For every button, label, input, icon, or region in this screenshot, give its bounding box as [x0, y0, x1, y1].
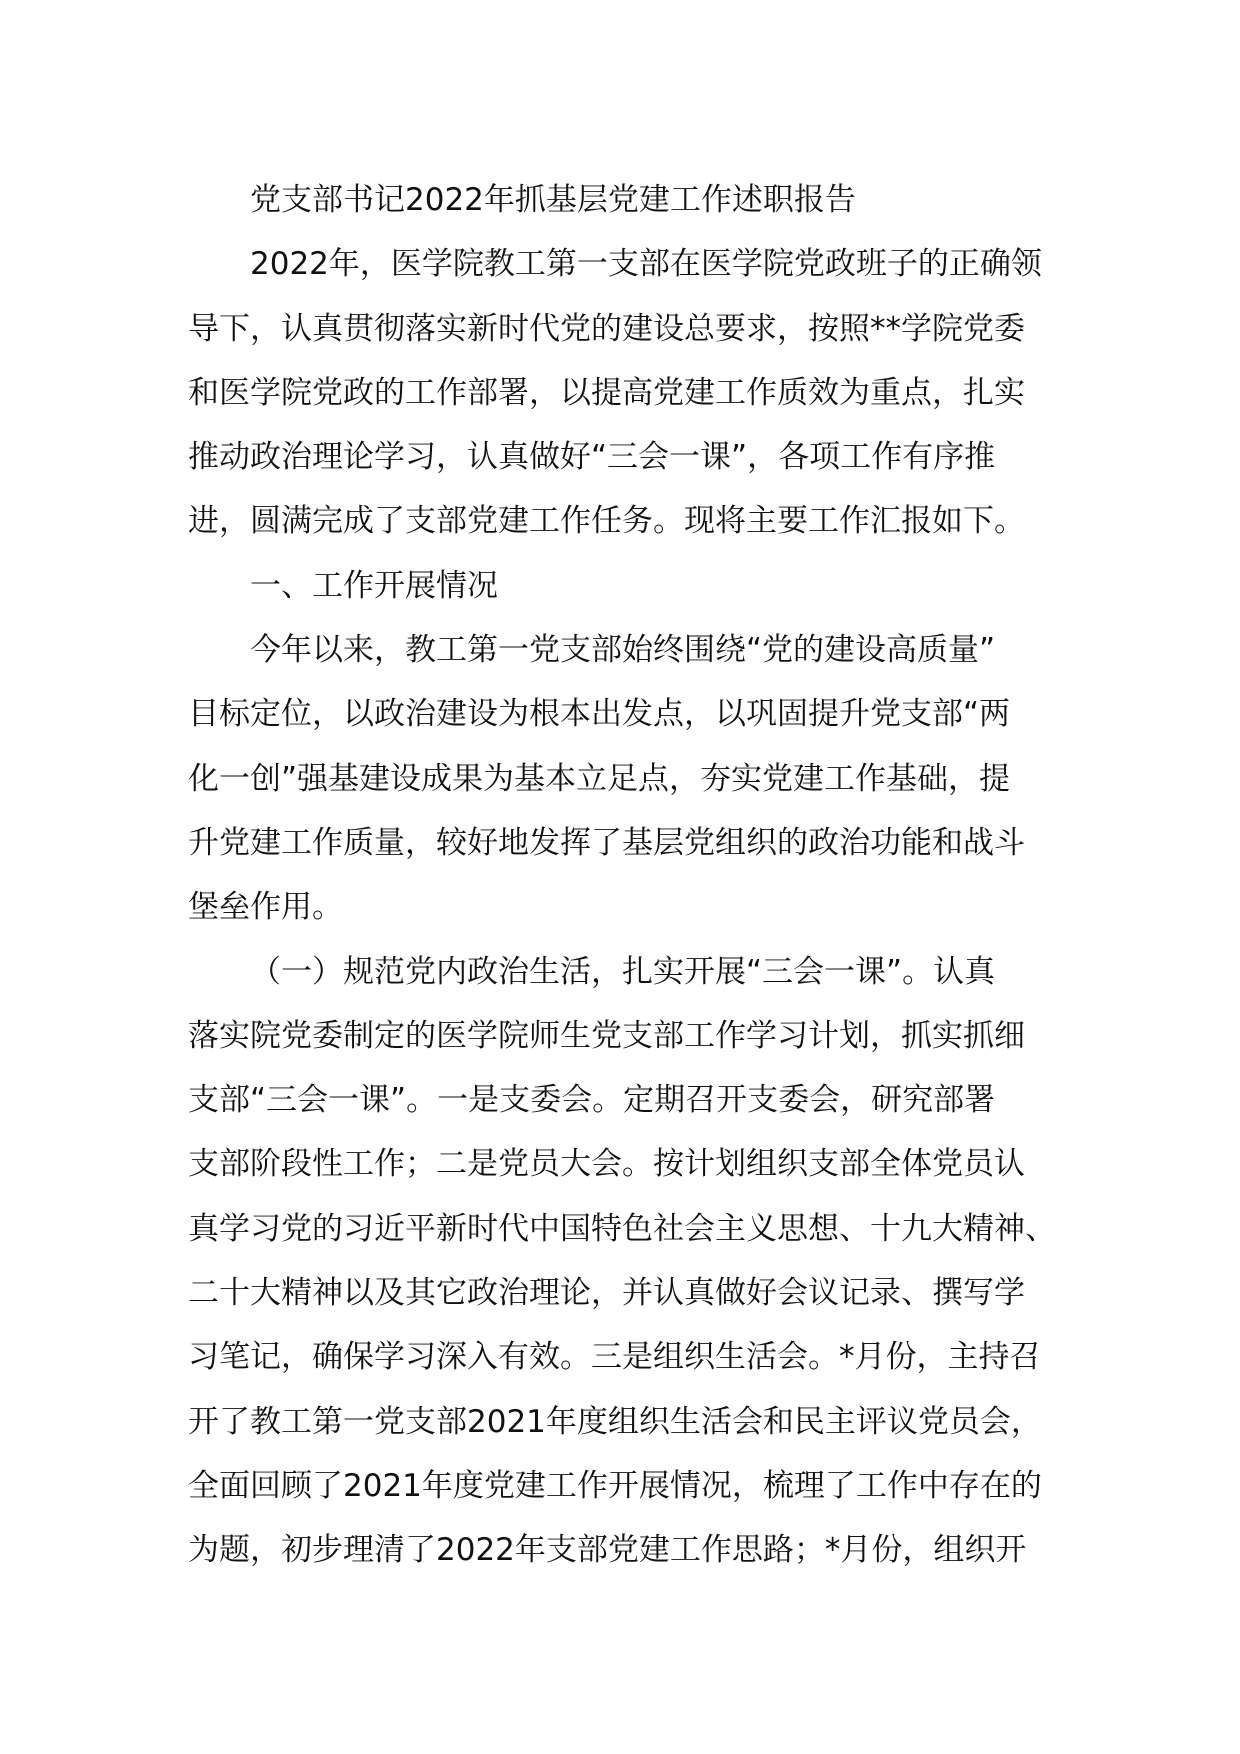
- paragraph-line: 堡垒作用。: [188, 889, 343, 926]
- paragraph-line: 2022年，医学院教工第一支部在医学院党政班子的正确领: [250, 246, 1042, 283]
- paragraph-line: 支部“三会一课”。一是支委会。定期召开支委会，研究部署: [188, 1082, 996, 1119]
- paragraph-line: 导下，认真贯彻落实新时代党的建设总要求，按照**学院党委: [188, 310, 1025, 347]
- paragraph-line: 今年以来，教工第一党支部始终围绕“党的建设高质量”: [250, 632, 996, 669]
- paragraph-line: 开了教工第一党支部2021年度组织生活会和民主评议党员会，: [188, 1403, 1042, 1440]
- paragraph-line: 进，圆满完成了支部党建工作任务。现将主要工作汇报如下。: [188, 503, 1025, 540]
- subsection-paragraph: [188, 940, 1068, 1583]
- paragraph-line: 习笔记，确保学习深入有效。三是组织生活会。*月份，主持召: [188, 1339, 1041, 1376]
- paragraph-line: 推动政治理论学习，认真做好“三会一课”，各项工作有序推: [188, 439, 996, 476]
- paragraph-line: 落实院党委制定的医学院师生党支部工作学习计划，抓实抓细: [188, 1017, 1025, 1054]
- paragraph-line: 和医学院党政的工作部署，以提高党建工作质效为重点，扎实: [188, 374, 1025, 411]
- paragraph-line: 二十大精神以及其它政治理论，并认真做好会议记录、撰写学: [188, 1275, 1025, 1312]
- paragraph-line: 目标定位，以政治建设为根本出发点，以巩固提升党支部“两: [188, 696, 1011, 733]
- paragraph-line: 全面回顾了2021年度党建工作开展情况，梳理了工作中存在的: [188, 1467, 1042, 1504]
- paragraph-line: 真学习党的习近平新时代中国特色社会主义思想、十九大精神、: [188, 1210, 1056, 1247]
- paragraph-line: （一）规范党内政治生活，扎实开展“三会一课”。认真: [250, 953, 996, 990]
- intro-paragraph: [188, 232, 1068, 553]
- document-body: [188, 168, 1068, 1583]
- paragraph-line: 化一创”强基建设成果为基本立足点，夯实党建工作基础，提: [188, 760, 1011, 797]
- paragraph-line: 为题，初步理清了2022年支部党建工作思路；*月份，组织开: [188, 1532, 1027, 1569]
- section-heading: 一、工作开展情况: [250, 567, 498, 604]
- section-paragraph: [188, 618, 1068, 939]
- paragraph-line: 升党建工作质量，较好地发挥了基层党组织的政治功能和战斗: [188, 824, 1025, 861]
- paragraph-line: 支部阶段性工作；二是党员大会。按计划组织支部全体党员认: [188, 1146, 1025, 1183]
- document-title: 党支部书记2022年抓基层党建工作述职报告: [250, 182, 856, 218]
